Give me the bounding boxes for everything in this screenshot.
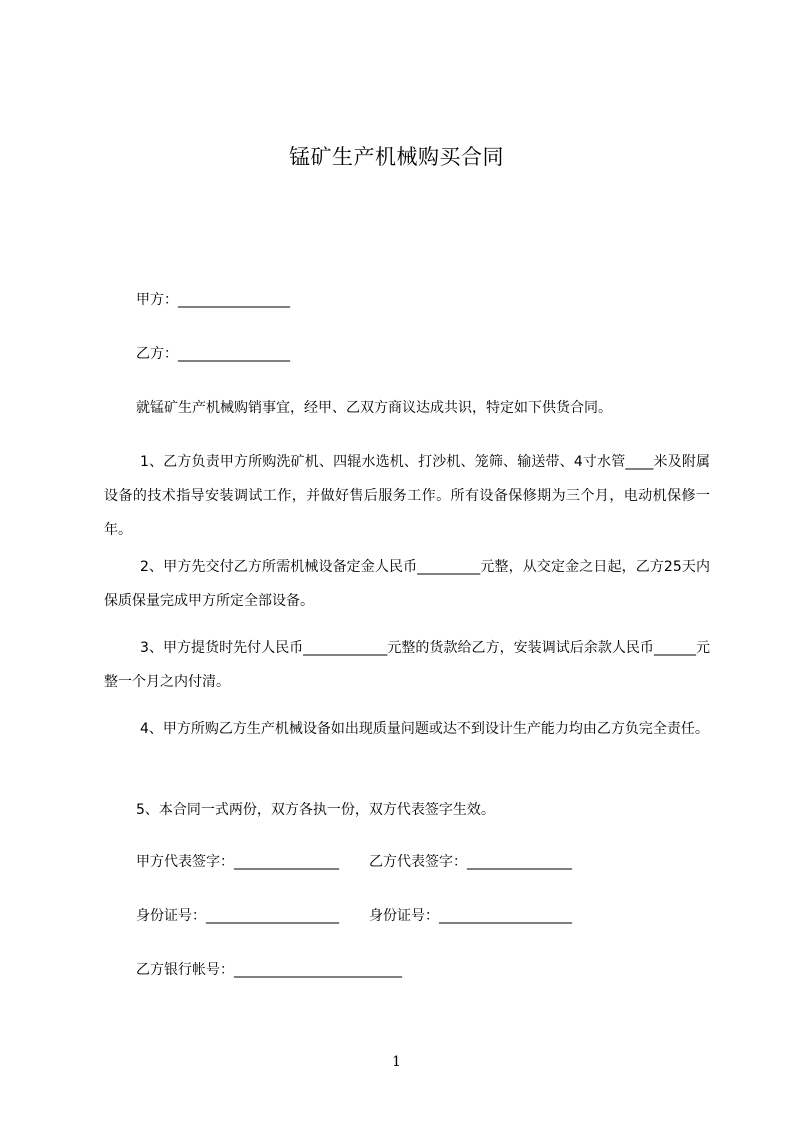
party-b-id-number: 身份证号：___________________ xyxy=(369,908,572,924)
party-a-line: 甲方：________________ xyxy=(136,292,290,308)
party-a-rep-signature: 甲方代表签字：_______________ xyxy=(136,854,339,870)
party-b-bank-account: 乙方银行帐号：________________________ xyxy=(136,962,402,978)
clause-3: 3、甲方提货时先付人民币____________元整的货款给乙方，安装调试后余款人民币______元整一个月之内付清。 xyxy=(104,640,710,690)
page-number: 1 xyxy=(392,1054,401,1070)
party-a-id-number: 身份证号：___________________ xyxy=(136,908,339,924)
party-b-line: 乙方：________________ xyxy=(136,346,290,362)
contract-title: 锰矿生产机械购买合同 xyxy=(289,145,504,169)
clause-1: 1、乙方负责甲方所购洗矿机、四辊水选机、打沙机、笼筛、输送带、4寸水管____米及附属设备的技术指导安装调试工作，并做好售后服务工作。所有设备保修期为三个月，电动机保修一年。 xyxy=(104,454,710,538)
intro-paragraph: 就锰矿生产机械购销事宜，经甲、乙双方商议达成共识，特定如下供货合同。 xyxy=(136,400,612,416)
clause-4: 4、甲方所购乙方生产机械设备如出现质量问题或达不到设计生产能力均由乙方负完全责任。 xyxy=(140,721,709,737)
clause-2: 2、甲方先交付乙方所需机械设备定金人民币_________元整，从交定金之日起，乙方25天内保质保量完成甲方所定全部设备。 xyxy=(104,559,710,609)
clause-5: 5、本合同一式两份，双方各执一份，双方代表签字生效。 xyxy=(136,802,495,818)
party-b-rep-signature: 乙方代表签字：_______________ xyxy=(369,854,572,870)
